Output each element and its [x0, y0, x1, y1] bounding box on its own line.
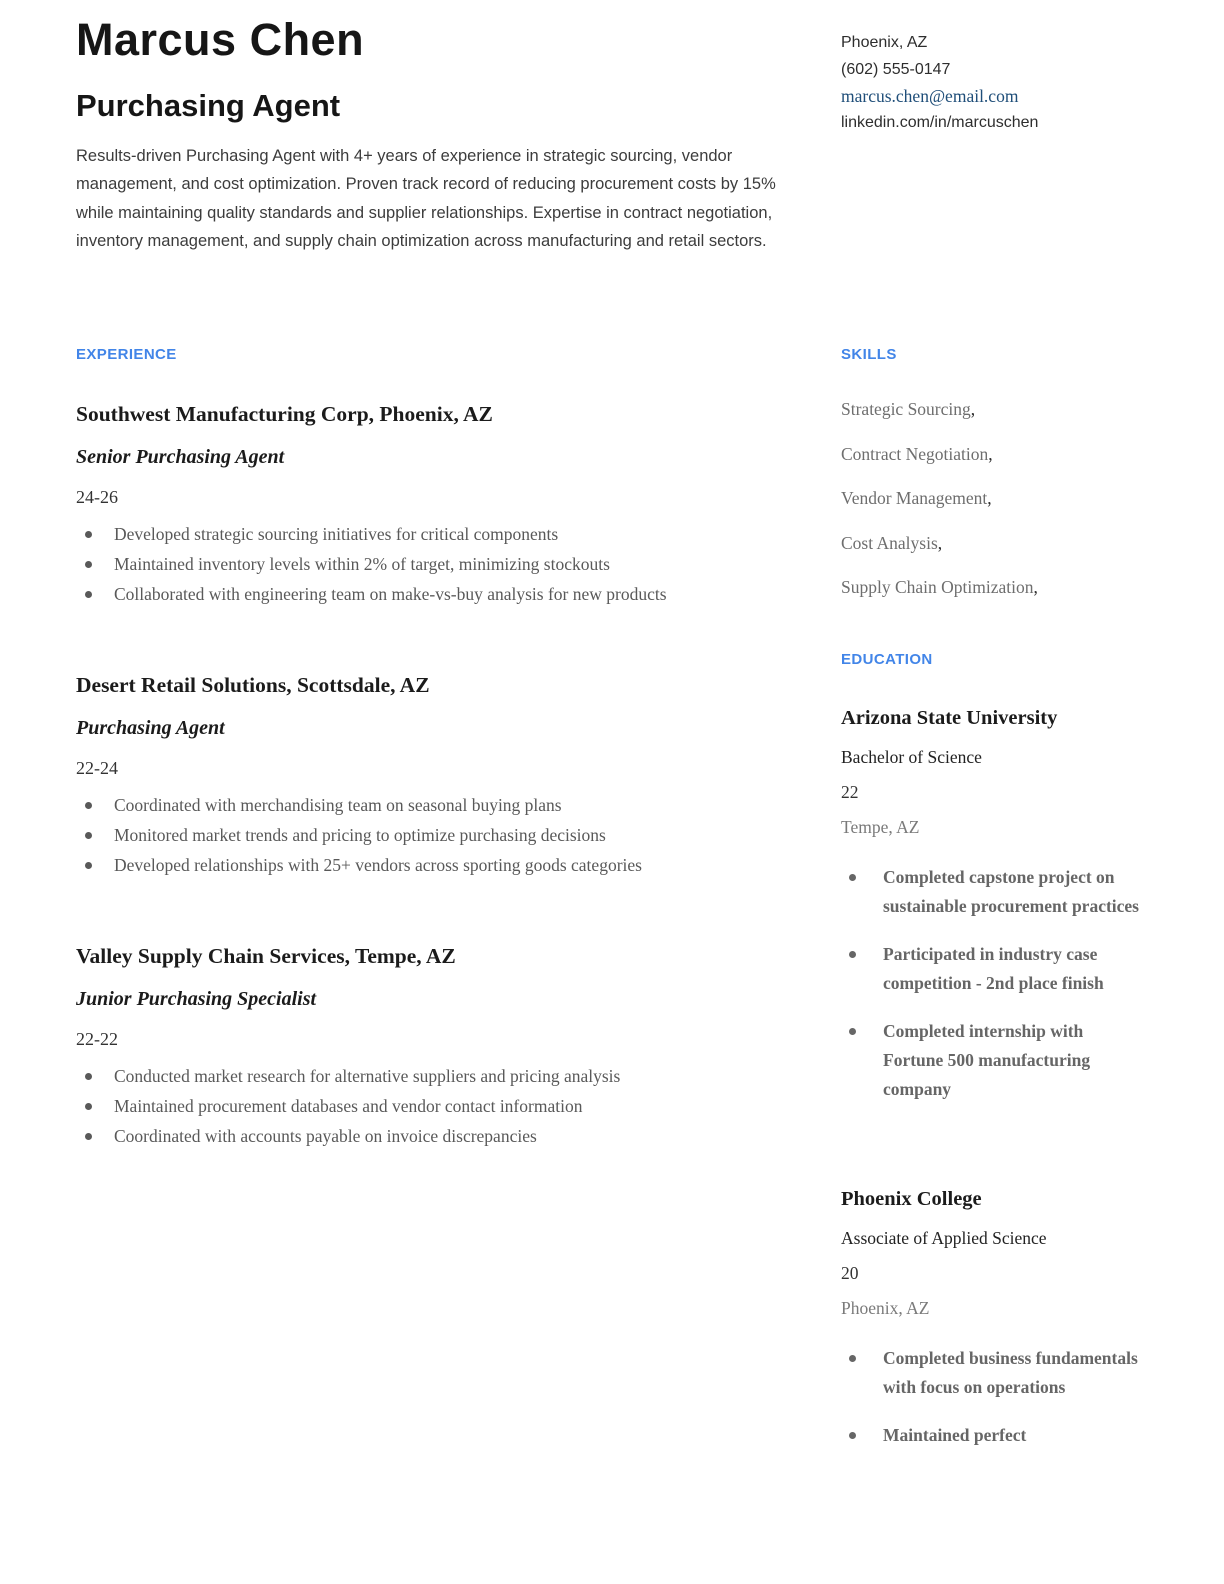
skill-text: Strategic Sourcing [841, 399, 971, 419]
job-bullet [76, 1121, 776, 1151]
company-name: Valley Supply Chain Services, Tempe, AZ [76, 944, 456, 968]
education-heading: EDUCATION [841, 651, 933, 668]
education-bullet-text: Completed internship with Fortune 500 manufacturing company [883, 1021, 1091, 1099]
contact-block [841, 30, 1181, 284]
school-location: Tempe, AZ [841, 817, 920, 837]
experience-job-2 [76, 671, 776, 880]
school-name: Phoenix College [841, 1188, 982, 1210]
skill-text: Supply Chain Optimization [841, 577, 1034, 597]
identity-header [76, 14, 776, 284]
job-bullet-text: Coordinated with merchandising team on seasonal buying plans [114, 795, 562, 815]
degree: Associate of Applied Science [841, 1228, 1047, 1248]
skill-item [841, 445, 1181, 464]
job-bullet-text: Developed strategic sourcing initiatives for critical components [114, 524, 559, 544]
contact-email-link[interactable]: marcus.chen@email.com [841, 86, 1019, 106]
graduation-year: 22 [841, 782, 859, 802]
skill-separator: , [1033, 577, 1038, 597]
job-bullet-text: Monitored market trends and pricing to optimize purchasing decisions [114, 825, 606, 845]
bullet-dot-icon [85, 531, 92, 538]
contact-linkedin: linkedin.com/in/marcuschen [841, 113, 1039, 131]
skill-item [841, 534, 1181, 553]
job-bullet [76, 579, 776, 609]
contact-phone: (602) 555-0147 [841, 60, 951, 78]
school-location: Phoenix, AZ [841, 1298, 930, 1318]
skill-separator: , [988, 443, 993, 464]
job-bullet [76, 549, 776, 579]
bullet-dot-icon [85, 832, 92, 839]
skill-separator: , [987, 488, 992, 508]
skill-text: Contract Negotiation [841, 443, 989, 464]
bullet-dot-icon [85, 1073, 92, 1080]
profile-summary: Results-driven Purchasing Agent with 4+ years of experience in strategic sourcing, vendor management, and cost optimization. Proven track record of reducing procurement costs by 15% while maintaining quality standards and supplier relationships. Expertise in contract negotiation, inventory management, and supply chain optimization across manufacturing and retail sectors. [76, 147, 776, 251]
job-bullet-text: Developed relationships with 25+ vendors across sporting goods categories [114, 855, 642, 875]
job-bullet-text: Maintained inventory levels within 2% of target, minimizing stockouts [114, 554, 610, 574]
contact-location: Phoenix, AZ [841, 34, 928, 51]
education-school-2 [841, 1186, 1181, 1450]
company-name: Desert Retail Solutions, Scottsdale, AZ [76, 673, 430, 697]
education-bullet-text: Completed capstone project on sustainable procurement practices [883, 867, 1139, 916]
education-section [841, 651, 1181, 1450]
skill-text: Vendor Management [841, 488, 988, 508]
skill-separator: , [937, 532, 943, 553]
job-bullet [76, 519, 776, 549]
bullet-dot-icon [849, 874, 856, 881]
bullet-dot-icon [849, 1432, 856, 1439]
education-bullet-text: Maintained perfect [883, 1425, 1027, 1445]
job-dates: 22-24 [76, 758, 118, 778]
education-bullet [841, 1017, 1181, 1104]
skill-separator: , [970, 399, 976, 419]
job-bullet [76, 790, 776, 820]
experience-heading: EXPERIENCE [76, 346, 177, 363]
job-bullet-text: Coordinated with accounts payable on invoice discrepancies [114, 1126, 537, 1146]
job-bullet-text: Maintained procurement databases and vendor contact information [114, 1096, 583, 1116]
job-bullet [76, 1061, 776, 1091]
experience-job-3 [76, 942, 776, 1151]
job-bullet [76, 1091, 776, 1121]
job-dates: 24-26 [76, 487, 118, 507]
skill-item [841, 489, 1181, 508]
education-bullet-list [841, 1344, 1181, 1450]
job-bullet-text: Conducted market research for alternative suppliers and pricing analysis [114, 1066, 621, 1086]
bullet-dot-icon [85, 591, 92, 598]
skill-text: Cost Analysis [841, 532, 938, 553]
school-name: Arizona State University [841, 707, 1058, 729]
job-bullet [76, 850, 776, 880]
bullet-dot-icon [85, 802, 92, 809]
experience-job-1 [76, 400, 776, 609]
job-bullet-list [76, 790, 776, 880]
education-bullet [841, 1421, 1181, 1450]
candidate-title: Purchasing Agent [76, 88, 341, 123]
education-bullet-text: Completed business fundamentals with focus on operations [883, 1348, 1138, 1397]
bullet-dot-icon [85, 561, 92, 568]
right-sidebar [841, 346, 1181, 1469]
bullet-dot-icon [849, 1355, 856, 1362]
bullet-dot-icon [85, 1133, 92, 1140]
job-bullet-text: Collaborated with engineering team on make-vs-buy analysis for new products [114, 584, 667, 604]
job-bullet-list [76, 1061, 776, 1151]
job-title: Senior Purchasing Agent [76, 446, 285, 468]
graduation-year: 20 [841, 1263, 859, 1283]
skills-list [841, 400, 1181, 597]
education-bullet-list [841, 863, 1181, 1104]
job-dates: 22-22 [76, 1029, 118, 1049]
education-school-1 [841, 705, 1181, 1104]
job-title: Junior Purchasing Specialist [76, 988, 317, 1010]
education-bullet [841, 863, 1181, 921]
job-bullet [76, 820, 776, 850]
skills-heading: SKILLS [841, 346, 897, 363]
bullet-dot-icon [85, 1103, 92, 1110]
bullet-dot-icon [85, 862, 92, 869]
skills-section [841, 346, 1181, 597]
candidate-name: Marcus Chen [76, 14, 365, 65]
job-bullet-list [76, 519, 776, 609]
education-bullet [841, 1344, 1181, 1402]
company-name: Southwest Manufacturing Corp, Phoenix, AZ [76, 402, 493, 426]
education-bullet-text: Participated in industry case competition - 2nd place finish [883, 944, 1104, 993]
resume-grid [76, 14, 1181, 1469]
job-title: Purchasing Agent [76, 717, 225, 739]
education-bullet [841, 940, 1181, 998]
bullet-dot-icon [849, 1028, 856, 1035]
experience-section [76, 346, 776, 1469]
skill-item [841, 400, 1181, 419]
degree: Bachelor of Science [841, 747, 982, 767]
bullet-dot-icon [849, 951, 856, 958]
skill-item [841, 578, 1181, 597]
